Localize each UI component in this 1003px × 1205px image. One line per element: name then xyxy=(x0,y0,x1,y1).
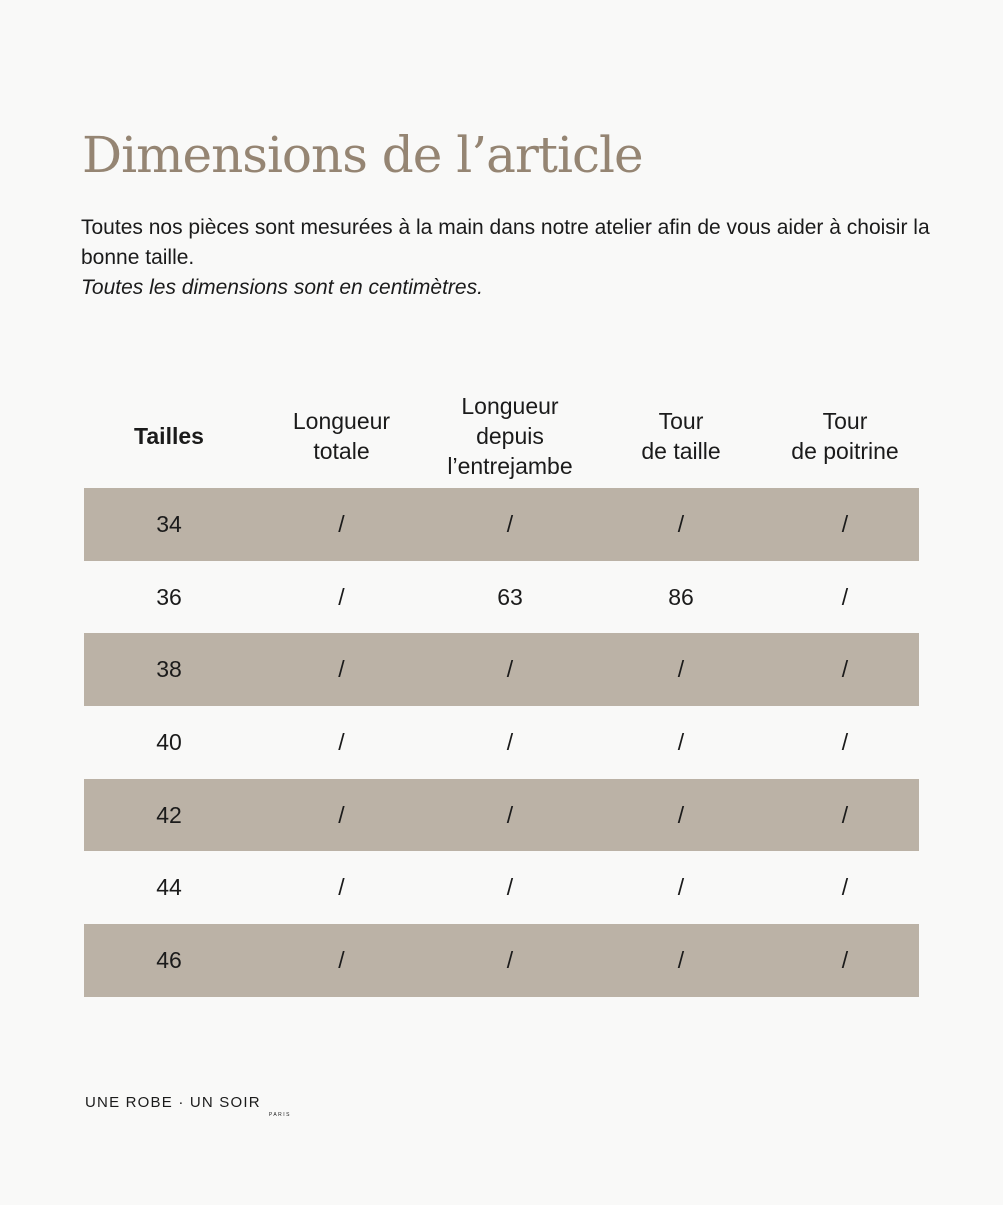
table-cell: 36 xyxy=(156,583,182,610)
table-cell: 40 xyxy=(156,728,182,755)
header-longueur-totale: Longueur totale xyxy=(292,408,391,464)
table-cell: 63 xyxy=(497,583,523,610)
table-cell: / xyxy=(506,656,514,683)
table-cell: 34 xyxy=(156,510,182,537)
table-row xyxy=(84,488,919,561)
table-cell: / xyxy=(338,946,345,973)
units-note: Toutes les dimensions sont en centimètres. xyxy=(81,276,483,299)
page-title: Dimensions de l’article xyxy=(82,126,643,184)
table-cell: / xyxy=(506,874,514,901)
header-tour-de-poitrine: Tour de poitrine xyxy=(791,408,899,464)
table-cell: / xyxy=(338,874,345,901)
size-table xyxy=(84,384,919,997)
table-cell: / xyxy=(677,801,685,828)
brand-location: PARIS xyxy=(268,1112,291,1118)
table-cell: / xyxy=(677,728,685,755)
table-cell: / xyxy=(338,583,345,610)
table-cell: / xyxy=(841,946,849,973)
table-cell: 42 xyxy=(156,801,182,828)
table-cell: 46 xyxy=(156,946,182,973)
brand-name: UNE ROBE · UN SOIR xyxy=(85,1094,261,1111)
table-cell: / xyxy=(506,801,514,828)
table-cell: / xyxy=(841,801,849,828)
table-row xyxy=(84,924,919,997)
intro-text: Toutes nos pièces sont mesurées à la main dans notre atelier afin de vous aider à choisir la bonne taille. xyxy=(81,216,930,269)
table-row xyxy=(84,706,919,779)
table-cell: / xyxy=(677,874,685,901)
table-cell: / xyxy=(338,510,345,537)
table-row xyxy=(84,561,919,634)
header-tour-de-taille: Tour de taille xyxy=(641,408,721,464)
table-cell: / xyxy=(841,656,849,683)
table-cell: / xyxy=(677,510,685,537)
header-longueur-entrejambe: Longueur depuis l’entrejambe xyxy=(447,393,573,479)
table-cell: / xyxy=(841,728,849,755)
table-cell: / xyxy=(338,801,345,828)
table-row xyxy=(84,633,919,706)
table-cell: / xyxy=(841,510,849,537)
brand-logo xyxy=(85,1094,291,1118)
table-cell: / xyxy=(677,946,685,973)
table-cell: / xyxy=(506,946,514,973)
table-cell: / xyxy=(841,583,849,610)
table-cell: 44 xyxy=(156,874,182,901)
table-cell: / xyxy=(506,728,514,755)
table-cell: / xyxy=(338,728,345,755)
table-cell: / xyxy=(338,656,345,683)
header-tailles: Tailles xyxy=(134,423,204,449)
table-cell: 86 xyxy=(668,583,694,610)
table-cell: / xyxy=(506,510,514,537)
table-cell: 38 xyxy=(156,656,182,683)
table-header xyxy=(84,384,919,488)
table-cell: / xyxy=(841,874,849,901)
table-row xyxy=(84,851,919,924)
table-row xyxy=(84,779,919,852)
table-cell: / xyxy=(677,656,685,683)
